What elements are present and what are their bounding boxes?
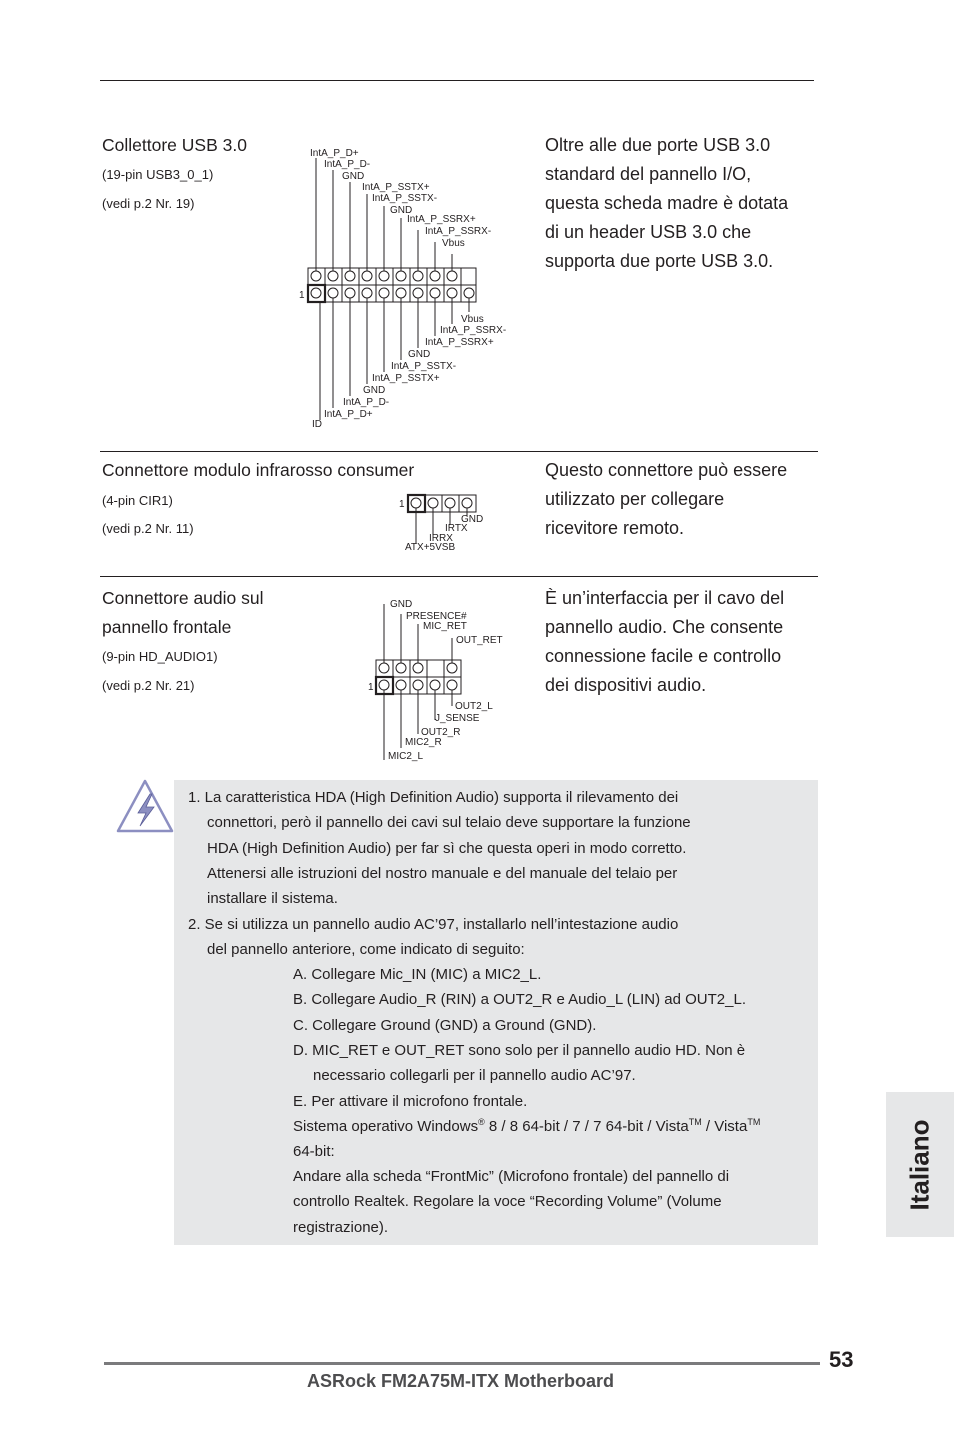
note-line: D. MIC_RET e OUT_RET sono solo per il pannello audio HD. Non è (293, 1042, 746, 1059)
usb-ref-label: (vedi p.2 Nr. 19) (102, 196, 195, 211)
cir-description: Questo connettore può essere utilizzato per collegare ricevitore remoto. (545, 460, 788, 538)
usb-pin-top-1: IntA_P_D+ (310, 148, 359, 159)
note-line: 2. Se si utilizza un pannello audio AC’97, installarlo nell’intestazione audio (188, 915, 679, 933)
audio-pin-presence: PRESENCE# (406, 611, 467, 622)
audio-pin-mic2-l: MIC2_L (388, 751, 424, 762)
cir-section-title: Connettore modulo infrarosso consumer (102, 460, 415, 480)
audio-pin-label: (9-pin HD_AUDIO1) (102, 649, 218, 664)
usb-pin-top-3: GND (342, 171, 365, 182)
cir-pin1-marker: 1 (399, 499, 405, 510)
warning-icon (114, 778, 176, 836)
audio-pin-out-ret: OUT_RET (456, 635, 503, 646)
usb-pin-top-7: IntA_P_SSRX+ (407, 214, 476, 225)
cir-pin-irtx: IRTX (445, 523, 468, 534)
usb-pin-bottom-8: IntA_P_D- (343, 397, 390, 408)
usb-pin-top-4: IntA_P_SSTX+ (362, 182, 430, 193)
footer-rule (104, 1362, 820, 1365)
note-line: B. Collegare Audio_R (RIN) a OUT2_R e Audio_L (LIN) ad OUT2_L. (293, 991, 746, 1009)
usb-header-diagram (290, 140, 530, 435)
cir-pin-5vsb: ATX+5VSB (405, 542, 456, 553)
audio-pin-mic-ret: MIC_RET (423, 621, 467, 632)
usb-pin-bottom-5: IntA_P_SSTX- (391, 361, 457, 372)
note-line: necessario collegarli per il pannello audio AC’97. (313, 1067, 636, 1085)
cir-ref-label: (vedi p.2 Nr. 11) (102, 521, 194, 536)
usb-pin-top-9: Vbus (442, 238, 465, 249)
usb-pin-bottom-1: Vbus (461, 314, 484, 325)
page-number: 53 (829, 1347, 854, 1372)
usb-pin-bottom-6: IntA_P_SSTX+ (372, 373, 440, 384)
usb-pin-bottom-2: IntA_P_SSRX- (440, 325, 507, 336)
audio-pin-out2-l: OUT2_L (455, 701, 493, 712)
note-line: A. Collegare Mic_IN (MIC) a MIC2_L. (293, 966, 542, 984)
language-tab-label: Italiano (904, 1118, 935, 1211)
usb-pin-top-5: IntA_P_SSTX- (372, 193, 438, 204)
usb-pin-bottom-4: GND (408, 349, 431, 360)
note-line: del pannello anteriore, come indicato di seguito: (207, 940, 525, 958)
os-line-cont: 64-bit: (293, 1143, 335, 1160)
usb-pin-top-2: IntA_P_D- (324, 159, 371, 170)
usb-pin-top-6: GND (390, 205, 413, 216)
audio-pin-mic2-r: MIC2_R (405, 737, 442, 748)
usb-pin-bottom-id: ID (312, 419, 322, 430)
note-line: HDA (High Definition Audio) per far sì che questa operi in modo corretto. (207, 839, 687, 857)
note-line: Attenersi alle istruzioni del nostro manuale e del manuale del telaio per (207, 864, 678, 882)
note-line: E. Per attivare il microfono frontale. (293, 1092, 528, 1110)
audio-section-title: Connettore audio sul pannello frontale (102, 588, 264, 637)
cir-header-diagram (396, 492, 496, 556)
cir-pin-irrx: IRRX (429, 533, 453, 544)
audio-header-diagram (364, 594, 514, 766)
footer-title: ASRock FM2A75M-ITX Motherboard (307, 1371, 615, 1391)
audio-description: È un’interfaccia per il cavo del pannello audio. Che consente connessione facile e controllo dei dispositivi audio. (545, 588, 785, 695)
usb-section-title: Collettore USB 3.0 (102, 135, 247, 155)
note-line: 1. La caratteristica HDA (High Definition Audio) supporta il rilevamento dei (188, 789, 679, 806)
usb-pin-top-8: IntA_P_SSRX- (425, 226, 492, 237)
os-line: Sistema operativo Windows® 8 / 8 64-bit / 7 / 7 64-bit / Vista™ / Vista™ (293, 1117, 761, 1135)
usb-pin-bottom-7: GND (363, 385, 386, 396)
note-line: installare il sistema. (207, 890, 338, 908)
usb-pin-bottom-9: IntA_P_D+ (324, 409, 373, 420)
notes-tail-1: Andare alla scheda “FrontMic” (Microfono frontale) del pannello di (293, 1168, 730, 1185)
cir-pin-label: (4-pin CIR1) (102, 493, 173, 508)
language-tab (886, 1092, 954, 1237)
note-line: connettori, però il pannello dei cavi sul telaio deve supportare la funzione (207, 814, 691, 832)
top-rule (100, 80, 814, 81)
cir-pin-gnd: GND (461, 514, 484, 525)
notes-tail-3: registrazione). (293, 1219, 389, 1236)
audio-pin1-marker: 1 (368, 682, 374, 693)
section-rule-1 (100, 451, 818, 452)
audio-pin-gnd: GND (390, 599, 413, 610)
section-rule-2 (100, 576, 818, 577)
note-line: C. Collegare Ground (GND) a Ground (GND). (293, 1016, 597, 1034)
audio-pin-j-sense: J_SENSE (435, 713, 480, 724)
usb-pin-bottom-3: IntA_P_SSRX+ (425, 337, 494, 348)
audio-pin-out2-r: OUT2_R (421, 727, 461, 738)
usb-pin-label: (19-pin USB3_0_1) (102, 167, 214, 182)
usb-description: Oltre alle due porte USB 3.0 standard del pannello I/O, questa scheda madre è dotata di un header USB 3.0 che supporta due porte USB 3.0. (545, 135, 789, 271)
audio-ref-label: (vedi p.2 Nr. 21) (102, 678, 195, 693)
notes-tail-2: controllo Realtek. Regolare la voce “Recording Volume” (Volume (293, 1193, 722, 1210)
usb-pin1-marker: 1 (299, 290, 305, 301)
